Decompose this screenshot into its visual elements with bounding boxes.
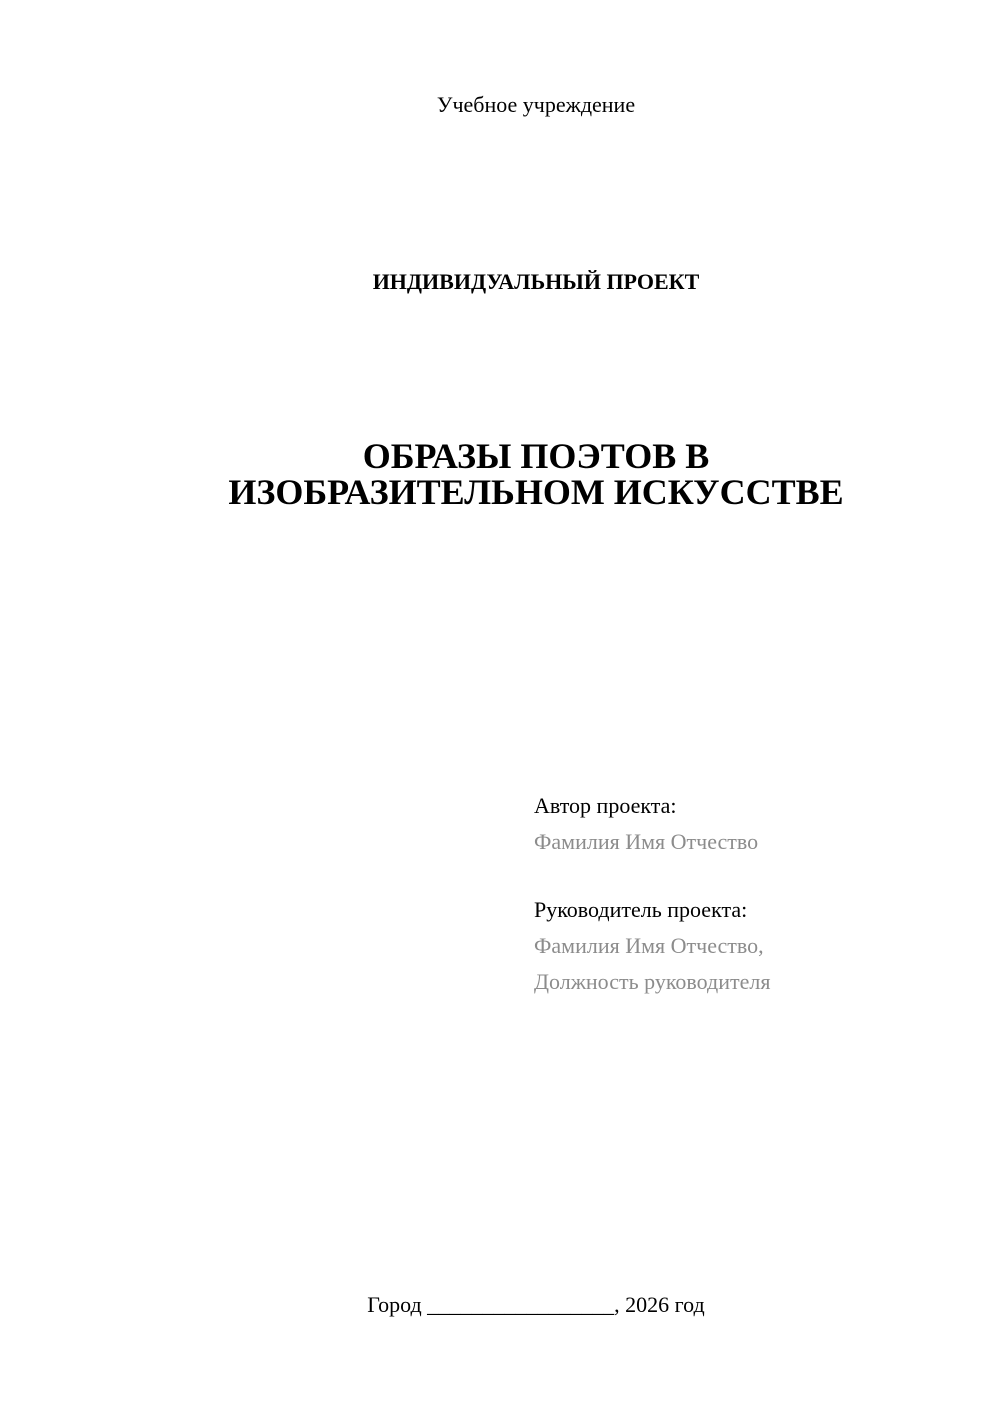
supervisor-label: Руководитель проекта: bbox=[534, 897, 748, 922]
document-type: ИНДИВИДУАЛЬНЫЙ ПРОЕКТ bbox=[372, 269, 700, 294]
institution-name: Учебное учреждение bbox=[436, 92, 636, 117]
supervisor-name-placeholder: Фамилия Имя Отчество, bbox=[534, 933, 764, 958]
project-title-line-1: ОБРАЗЫ ПОЭТОВ В bbox=[362, 436, 710, 476]
author-name-placeholder: Фамилия Имя Отчество bbox=[534, 829, 759, 854]
info-spacer bbox=[534, 860, 974, 892]
city-year-line: Город _________________, 2026 год bbox=[367, 1292, 705, 1317]
project-title bbox=[0, 438, 1000, 510]
author-label: Автор проекта: bbox=[534, 793, 677, 818]
project-title-line-2: ИЗОБРАЗИТЕЛЬНОМ ИСКУССТВЕ bbox=[228, 472, 844, 512]
supervisor-position-placeholder: Должность руководителя bbox=[534, 969, 771, 994]
project-info-block bbox=[534, 788, 974, 1000]
